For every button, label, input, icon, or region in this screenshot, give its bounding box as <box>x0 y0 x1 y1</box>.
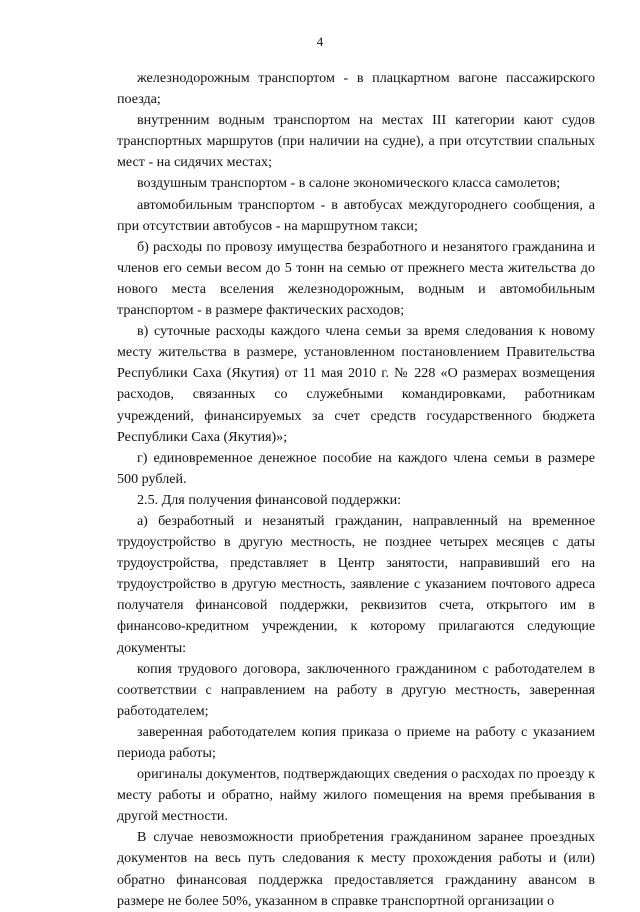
paragraph-item-a: а) безработный и незанятый гражданин, направленный на временное трудоустройство в другую местность, не позднее четырех месяцев с даты трудоустройства, представляет в Центр занятости, направивший его на трудоустройство в другую местность, заявление с указанием почтового адреса получателя финансовой поддержки, реквизитов счета, открытого им в финансово-кредитном учреждении, к которому прилагаются следующие документы: <box>117 512 595 656</box>
paragraph-air-transport: воздушным транспортом - в салоне экономического класса самолетов; <box>137 175 561 192</box>
document-body <box>117 68 595 912</box>
paragraph-order-copy: заверенная работодателем копия приказа о приеме на работу с указанием периода работы; <box>117 723 595 761</box>
page-number: 4 <box>316 34 324 49</box>
paragraph-item-g: г) единовременное денежное пособие на каждого члена семьи в размере 500 рублей. <box>117 449 595 487</box>
paragraph-item-b: б) расходы по провозу имущества безработного и незанятого гражданина и членов его семьи весом до 5 тонн на семью от прежнего места жительства до нового места вселения железнодорожным, водным и автомобильным транспортом - в размере фактических расходов; <box>117 238 595 319</box>
paragraph-water-transport: внутренним водным транспортом на местах III категории кают судов транспортных маршрутов (при наличии на судне), а при отсутствии спальных мест - на сидячих местах; <box>117 112 595 171</box>
paragraph-item-v: в) суточные расходы каждого члена семьи за время следования к новому месту жительства в размере, установленном постановлением Правительства Республики Саха (Якутия) от 11 мая 2010 г. № 228 «О размерах возмещения расходов, связанных со служебными командировками, работникам учреждений, финансируемых за счет средств государственного бюджета Республики Саха (Якутия)»; <box>117 323 595 445</box>
paragraph-road-transport: автомобильным транспортом - в автобусах междугороднего сообщения, а при отсутствии автобусов - на маршрутном такси; <box>117 196 595 234</box>
paragraph-expense-originals: оригиналы документов, подтверждающих сведения о расходах по проезду к месту работы и обратно, найму жилого помещения на время пребывания в другой местности. <box>117 766 595 825</box>
paragraph-rail-transport: железнодорожным транспортом - в плацкартном вагоне пассажирского поезда; <box>117 70 595 108</box>
paragraph-contract-copy: копия трудового договора, заключенного гражданином с работодателем в соответствии с направлением на работу в другую местность, заверенная работодателем; <box>117 660 595 719</box>
paragraph-advance-payment: В случае невозможности приобретения гражданином заранее проездных документов на весь путь следования к месту прохождения работы и (или) обратно финансовая поддержка предоставляется гражданину авансом в размере не более 50%, указанном в справке транспортной организации о <box>117 829 595 909</box>
paragraph-section-2-5: 2.5. Для получения финансовой поддержки: <box>137 491 402 508</box>
